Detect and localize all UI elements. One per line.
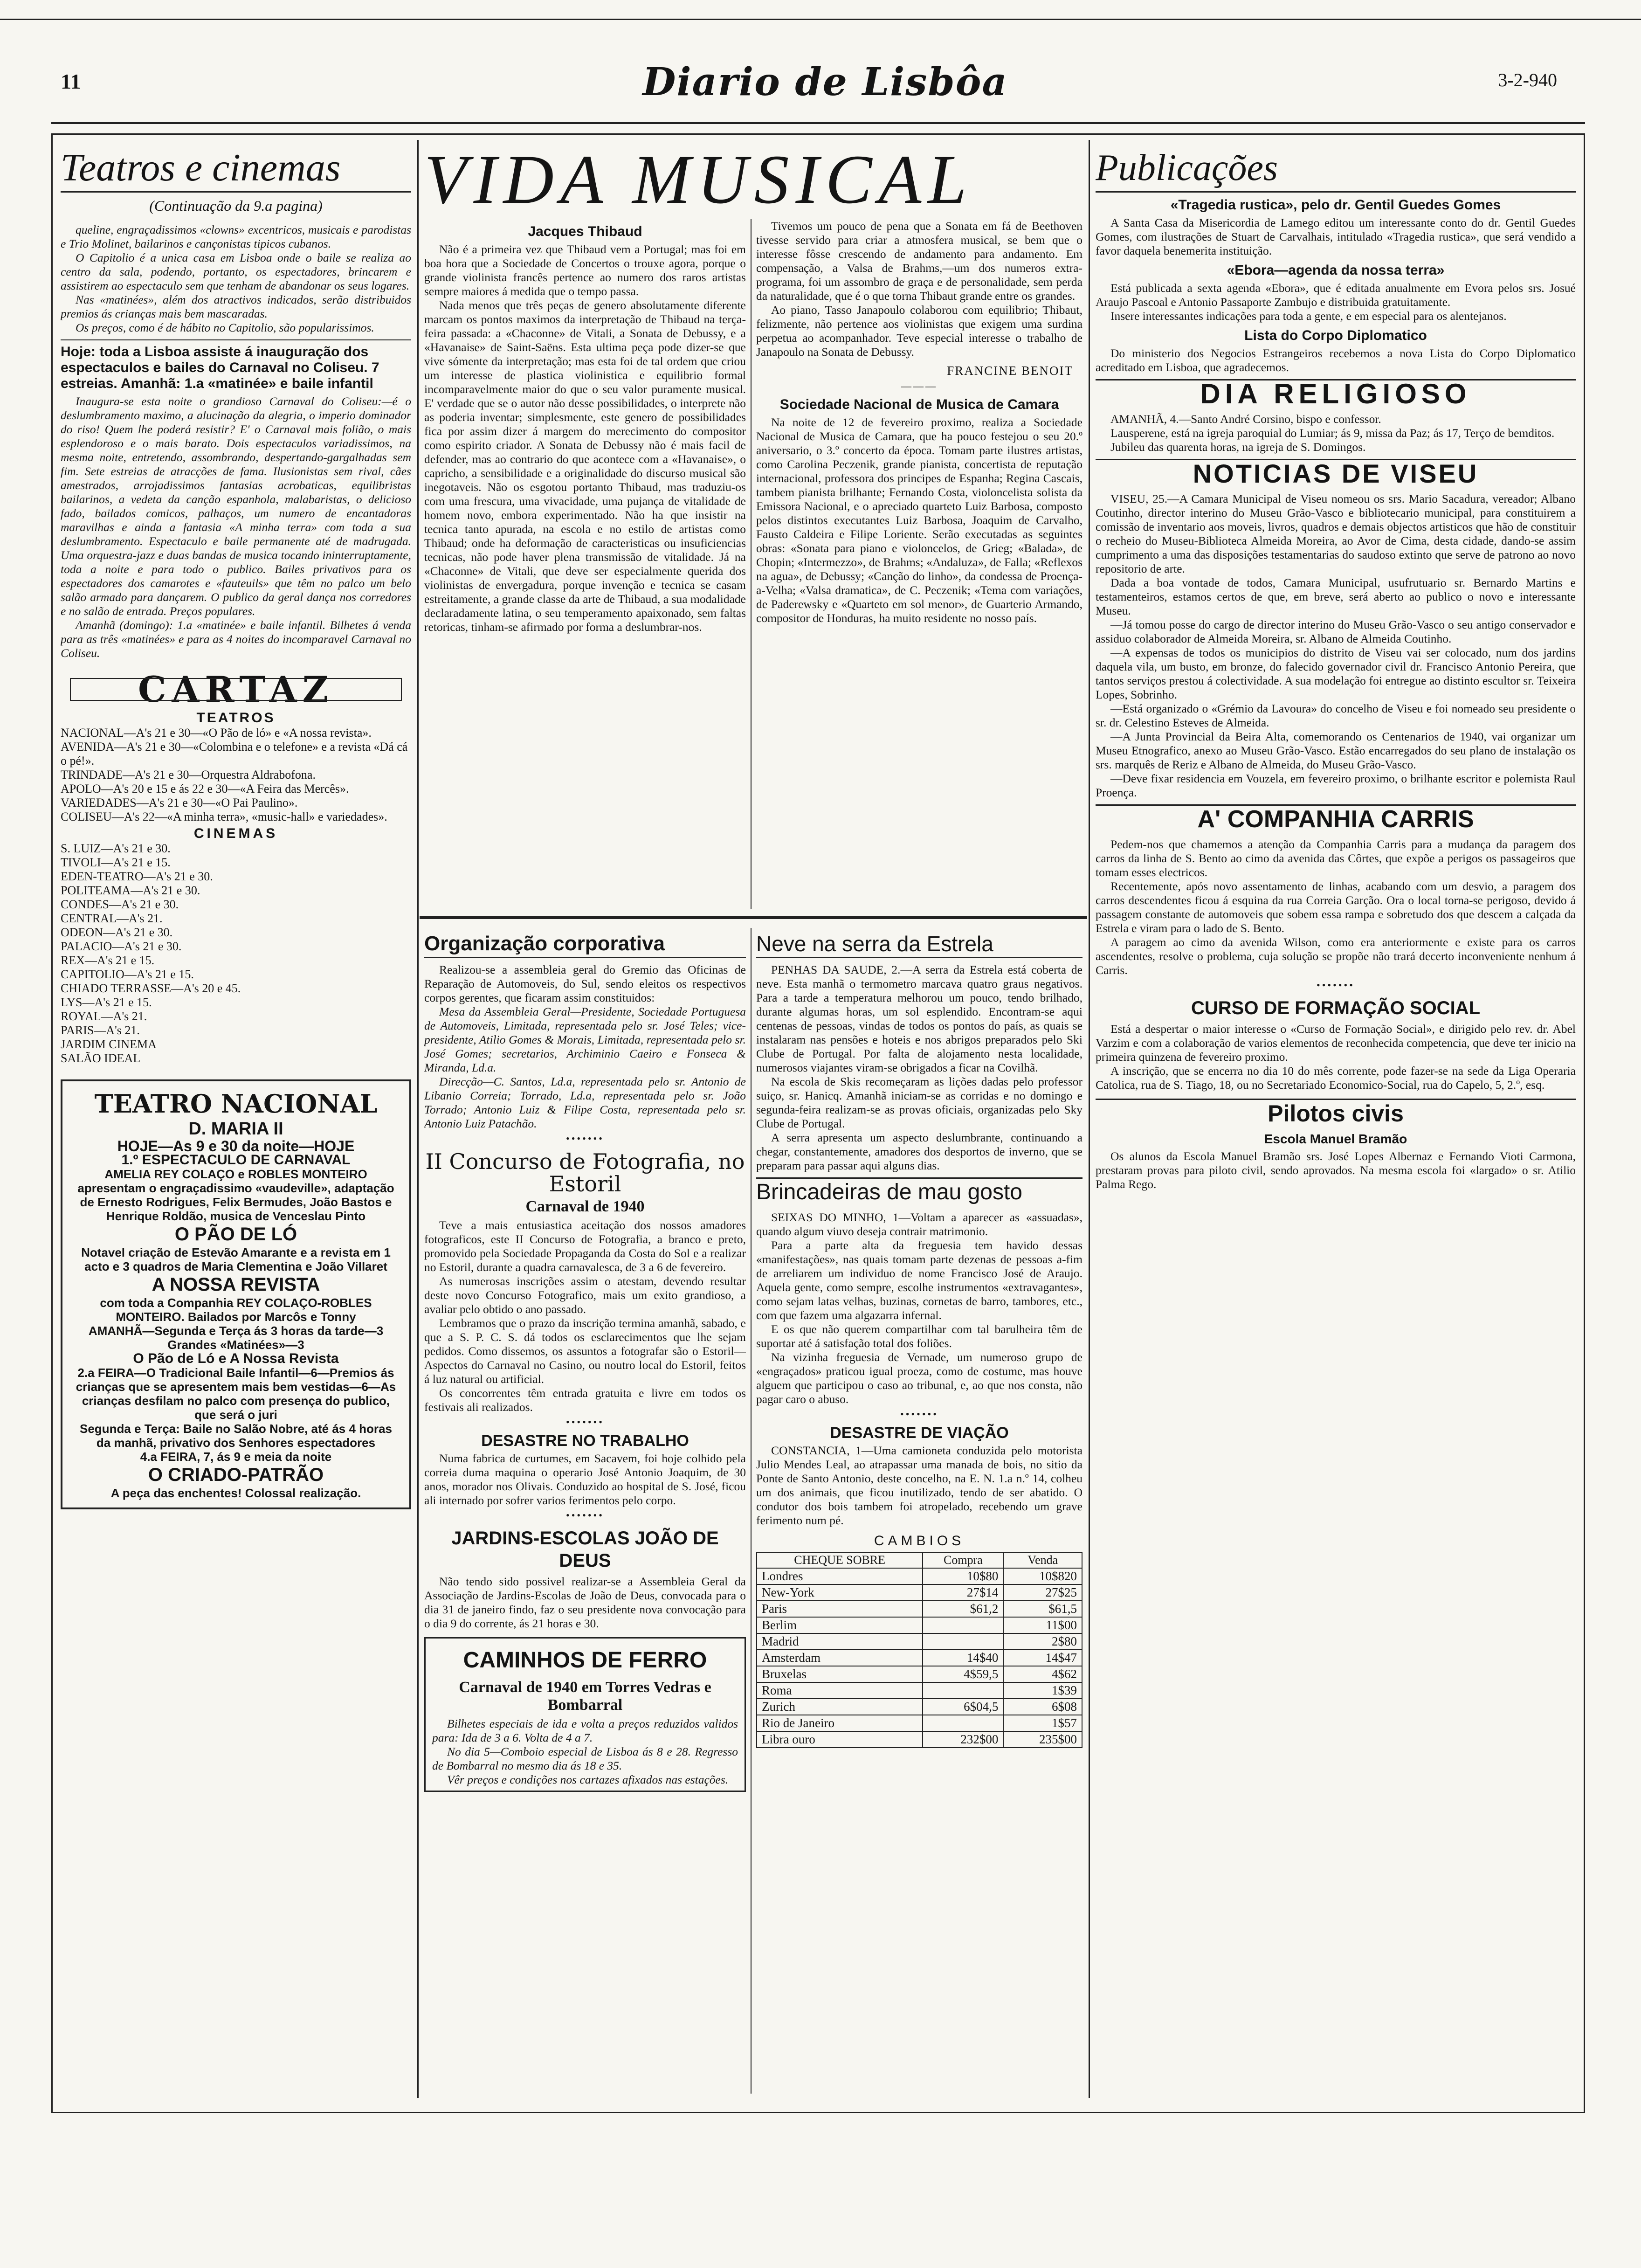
paragraph: Mesa da Assembleia Geral—Presidente, Sociedade Portuguesa de Automoveis, Limitada, representada pelo sr. José Teles; vice-presidente, Atilio Gomes & Morais, Limitada, representada pelo sr. José Gomes; secretarios, Archiminio Caeiro e Fonseca & Miranda, Ld.a. [424,1005,746,1074]
compra-cell [923,1682,1003,1699]
venda-cell: 1$57 [1003,1715,1082,1731]
venda-cell: $61,5 [1003,1601,1082,1617]
listing: PALACIO—A's 21 e 30. [61,940,182,953]
paragraph: Nada menos que três peças de genero absolutamente diferente marcam os pontos maximos da interpretação de Thibaud na terça-feira passada: a «Chaconne» de Vitali, a Sonata de Debussy, e a «Havanaise» de Saint-Saëns. Esta ultima peça pode dizer-se que vive sómente da interpretação; mas esta foi de tal ordem que criou um interesse de plastica violinistica e equilibrio formal incomparavelmente maior do que o seu valor puramente musical. E' verdade que se o autor não desse possibilidades, o interprete não as poderia inventar; simplesmente, este genero de possibilidades fica por assim dizer á margem do merecimento do compositor como espirito criador. A Sonata de Debussy não é mais facil de defender, mas ao contrario do que acontece com a «Havanaise», o capricho, a sensibilidade e a originalidade do discurso musical são inegotaveis. Não os esgotou portanto Thibaud, mas traduziu-os com uma frescura, uma vivacidade, uma pujança de vitalidade de homem novo, embora experimentado. Não ha que insistir na tecnica tanto apurada, na escola e no estilo de artistas como Thibaud; onde ha deformação de caracteristicas ou insuficiencias tecnicas, não pode haver plena transmissão de vitalidade. Já na «Chaconne» de Vitali, que deve ser especialmente querida dos violinistas de envergadura, porque invenção e tecnica se casam estreitamente, a grande classe da arte de Thibaud, a sua modalidade declaradamente latina, o seu temperamento apaixonado, sem faltas retoricas, tinham-se afirmado por forma a deslumbrar-nos. [424,298,746,634]
continuation-note: (Continuação da 9.a pagina) [149,197,323,214]
column-divider [417,140,419,2098]
article-headline: Pilotos civis [1096,1099,1576,1127]
compra-cell: 14$40 [923,1650,1003,1666]
paragraph: Não é a primeira vez que Thibaud vem a Portugal; mas foi em boa hora que a Sociedade de Concertos o trouxe agora, porque o grande violinista francês pertence ao numero dos raros artistas sempre maiores á medida que o tempo passa. [424,242,746,298]
currency-cell: Rio de Janeiro [757,1715,923,1731]
venda-cell: 4$62 [1003,1666,1082,1682]
separator: ••••••• [900,1408,938,1420]
middle-left-column [424,926,746,2096]
paragraph: Numa fabrica de curtumes, em Sacavem, foi hoje colhido pela correia duma maquina o operario José Antonio Joaquim, de 30 anos, morador nos Olivais. Conduzido ao hospital de S. José, ficou ali internado por sofrer varios ferimentos pelo corpo. [424,1452,746,1507]
compra-cell [923,1633,1003,1650]
article-subheadline: Carnaval de 1940 [525,1198,645,1215]
teatros-column [61,140,411,2098]
article-headline: «Tragedia rustica», pelo dr. Gentil Guedes Gomes [1170,197,1501,213]
listing: S. LUIZ—A's 21 e 30. [61,842,171,855]
ad-line: AMANHÃ—Segunda e Terça ás 3 horas da tarde—3 Grandes «Matinées»—3 [88,1324,384,1352]
article-headline: «Ebora—agenda da nossa terra» [1227,263,1445,278]
paragraph: Teve a mais entusiastica aceitação dos nossos amadores fotograficos, este II Concurso de Fotografia, a branco e preto, promovido pela Sociedade Propaganda da Costa do Sol e a realizar no Estoril, durante a quadra carnavalesca, de 3 a 6 de fevereiro. [424,1218,746,1274]
teatros-subheading: TEATROS [196,710,276,726]
ad-line: A peça das enchentes! Colossal realização. [110,1486,361,1500]
paragraph: Recentemente, após novo assentamento de linhas, acabando com um desvio, a paragem dos carros descendentes ficou á esquina da rua Correia Garção. Ora o local torna-se perigoso, devido á passagem constante de automoveis que sobem essa rampa e sobretudo dos que descem a calçada da Estrela e viram para o lado de S. Bento. [1096,879,1576,935]
listing: VARIEDADES—A's 21 e 30—«O Pai Paulino». [61,796,298,809]
ad-line: 2.a FEIRA—O Tradicional Baile Infantil—6—Premios ás crianças que se apresentem mais bem vestidas—6—As crianças desfilam no palco com presença do publico, que será o juri [76,1366,396,1422]
vida-musical-right [756,219,1083,914]
paragraph: A paragem ao cimo da avenida Wilson, como era anteriormente e existe para os carros ascendentes, resolve o problema, cuja solução se propõe não trará decerto inconveniente nenhum á Carris. [1096,935,1576,977]
currency-cell: Berlim [757,1617,923,1633]
paragraph: VISEU, 25.—A Camara Municipal de Viseu nomeou os srs. Mario Sacadura, vereador; Albano Coutinho, director interino do Museu Grão-Vasco e bibliotecario municipal, para constituirem a comissão de inventario aos moveis, livros, quadros e demais objectos artisticos que hão de constituir o recheio do Museu-Biblioteca Almeida Moreira, ao Avor de Cima, desta cidade, dando-se assim cumprimento a uma das disposições testamentarias do saudoso extinto que serve de patrono ao novo repositorio de arte. [1096,492,1576,575]
paragraph: Direcção—C. Santos, Ld.a, representada pelo sr. Antonio de Libanio Correia; Torrado, Ld.a, representada pelo sr. João Torrado; Antonio Luiz & Filipe Costa, representada pelo sr. Antonio Luiz Patachão. [424,1075,746,1130]
paragraph: O Capitolio é a unica casa em Lisboa onde o baile se realiza ao centro da sala, podendo, portanto, os espectadores, brincarem e assistirem ao espectaculo sem que tenham de abandonar os seus logares. [61,251,411,292]
venda-cell: 11$00 [1003,1617,1082,1633]
article-headline: Neve na serra da Estrela [756,930,1083,958]
paragraph: Os concorrentes têm entrada gratuita e livre em todos os festivais ali realizados. [424,1386,746,1414]
page-number: 11 [61,69,81,93]
middle-right-column [756,926,1083,2096]
paragraph: E os que não querem compartilhar com tal barulheira têm de suportar até á satisfação total dos foliões. [756,1322,1083,1350]
paragraph: Inaugura-se esta noite o grandioso Carnaval do Coliseu:—é o deslumbramento maximo, a alucinação da alegria, o imperio dominador do riso! Quem lhe poderá resistir? E' o Carnaval mais folião, o mais esplendoroso e o mais barato. Dois espectaculos variadissimos, na mesma noite, entretendo, assombrando, despertando-gargalhadas sem fim. Sete estreias de atracções de fama. Ilusionistas sem rival, cães amestrados, arrojadissimos fantasias acrobaticas, equilibristas bailarinos, a vedeta da canção espanhola, malabaristas, o delicioso fado, bailados comicos, palhaços, um numero de encantadoras maravilhas e ainda a fantasia «A minha terra» com toda a sua deslumbramento. Espectaculo e baile permanente até de madrugada. Uma orquestra-jazz e duas bandas de musica tocando ininterruptamente, toda a noite e para todo o publico. Bailes privativos para os espectadores dos camarotes e «fauteuils» que têm no palco um belo salão armado para dançarem. O publico da geral dança nos corredores e no salão de entrada. Preços populares. [61,394,411,618]
listing: POLITEAMA—A's 21 e 30. [61,884,200,897]
listing: REX—A's 21 e 15. [61,954,155,967]
article-headline: JARDINS-ESCOLAS JOÃO DE DEUS [451,1528,719,1571]
paragraph: Na vizinha freguesia de Vernade, um numeroso grupo de «engraçados» praticou igual proeza, como de costume, mas houve alguem que participou o caso ao tribunal, e, ao que nos consta, não pagar caro o abuso. [756,1350,1083,1406]
compra-cell: 6$04,5 [923,1699,1003,1715]
venda-cell: 1$39 [1003,1682,1082,1699]
vida-musical-left [424,219,746,914]
listing: SALÃO IDEAL [61,1051,141,1065]
paragraph: Está a despertar o maior interesse o «Curso de Formação Social», e dirigido pelo rev. dr. Abel Varzim e com a colaboração de varios elementos de reconhecida competencia, que deve ter inicio na primeira quinzena de fevereiro proximo. [1096,1022,1576,1064]
paragraph: Não tendo sido possivel realizar-se a Assembleia Geral da Associação de Jardins-Escolas de João de Deus, convocada para o dia 31 de janeiro findo, faz o seu presidente nova convocação para o dia 9 do corrente, ás 21 horas e 30. [424,1575,746,1630]
vida-musical-heading [424,140,1086,219]
venda-cell: 2$80 [1003,1633,1082,1650]
ad-line: 1.º ESPECTACULO DE CARNAVAL [121,1152,351,1168]
paragraph: Na noite de 12 de fevereiro proximo, realiza a Sociedade Nacional de Musica de Camara, que ha pouco festejou o seu 20.º aniversario, o 3.º concerto da época. Tomam parte ilustres artistas, como Carolina Peczenik, grande pianista, concertista de reputação internacional, professora dos principes de Espanha; Regina Cascais, tambem pianista brilhante; Fernando Costa, violoncelista solista da Emissora Nacional, e o apreciado quarteto Luiz Barbosa, composto pelos distintos executantes Luiz Barbosa, Joaquim de Carvalho, Fausto Caldeira e Filipe Loriente. Serão executadas as seguintes obras: «Sonata para piano e violoncelos, de Grieg; «Balada», de Chopin; «Intermezzo», de Brahms; «Andaluza», de Falla; «Reflexos na agua», de Debussy; «Canção do linho», da condessa de Proença-a-Velha; «Valsa dramatica», de C. Peczenik; «Tema com variações, de Paderewsky e «Quarteto em sol menor», de Guarterio Armando, compositor de Honduras, ha muito residente no nosso país. [756,415,1083,625]
cartaz-heading: CARTAZ [61,669,411,710]
ad-line: O PÃO DE LÓ [174,1224,297,1245]
venda-cell: 235$00 [1003,1731,1082,1748]
listing: EDEN-TEATRO—A's 21 e 30. [61,870,213,883]
listing: COLISEU—A's 22—«A minha terra», «music-hall» e variedades». [61,810,387,823]
ad-line: Notavel criação de Estevão Amarante e a revista em 1 acto e 3 quadros de Maria Clementina e João Villaret [81,1245,391,1273]
article-headline: CURSO DE FORMAÇÃO SOCIAL [1191,998,1480,1018]
paragraph: —Já tomou posse do cargo de director interino do Museu Grão-Vasco o seu antigo conservador e assiduo colaborador de Almeida Moreira, sr. Albano de Almeida Coutinho. [1096,618,1576,645]
table-row [757,1568,1082,1584]
cinemas-subheading: CINEMAS [193,826,278,841]
currency-cell: Madrid [757,1633,923,1650]
listing: CENTRAL—A's 21. [61,912,163,925]
listing: AVENIDA—A's 21 e 30—«Colombina e o telefone» e a revista «Dá cá o pé!». [61,740,408,768]
compra-cell: 232$00 [923,1731,1003,1748]
paragraph: Realizou-se a assembleia geral do Gremio das Oficinas de Reparação de Automoveis, do Sul, sendo eleitos os respectivos corpos gerentes, que ficaram assim constituidos: [424,963,746,1004]
venda-cell: 10$820 [1003,1568,1082,1584]
paragraph: CONSTANCIA, 1—Uma camioneta conduzida pelo motorista Julio Mendes Leal, ao atrapassar uma manada de bois, no sitio da Ponte de Santo Antonio, deste concelho, na E. N. 1.a n.º 14, colheu um dos animais, que ficou inutilizado, tendo de ser abatido. O condutor dos bois tambem foi atropelado, recebendo um grave ferimento num pé. [756,1444,1083,1527]
paragraph: Lausperene, está na igreja paroquial do Lumiar; ás 9, missa da Paz; ás 17, Terço de bemditos. [1110,426,1555,440]
paragraph: Bilhetes especiais de ida e volta a preços reduzidos validos para: Ida de 3 a 6. Volta de 4 a 7. [432,1717,738,1744]
paragraph: Jubileu das quarenta horas, na igreja de S. Domingos. [1110,440,1366,454]
paragraph: Dada a boa vontade de todos, Camara Municipal, usufrutuario sr. Bernardo Martins e testamenteiros, estamos certos de que, em breve, será aberto ao publico o novo e interessante Museu. [1096,576,1576,617]
paragraph: Nas «matinées», além dos atractivos indicados, serão distribuidos premios ás crianças mais bem mascaradas. [61,293,411,320]
paragraph: —A Junta Provincial da Beira Alta, comemorando os Centenarios de 1940, vai organizar um Museu Etnografico, anexo ao Museu Grão-Vasco. Estão encarregados do seu plano de instalação os srs. marquês de Reriz e Albano de Almeida, do Museu Grão-Vasco. [1096,730,1576,771]
article-headline: NOTICIAS DE VISEU [1096,459,1576,487]
paragraph: queline, engraçadissimos «clowns» excentricos, musicais e parodistas e Trio Molinet, bailarinos e cançonistas tipicos cubanos. [61,223,411,250]
table-row [757,1601,1082,1617]
top-rule [0,19,1641,20]
ad-line: AMELIA REY COLAÇO e ROBLES MONTEIRO apresentam o engraçadissimo «vaudeville», adaptação de Ernesto Rodrigues, Felix Bermudes, João Bastos e Henrique Roldão, musica de Venceslau Pinto [77,1167,394,1223]
cambios-title: CAMBIOS [874,1533,965,1549]
article-headline: Jacques Thibaud [528,224,642,239]
paragraph: A serra apresenta um aspecto deslumbrante, continuando a chegar, constantemente, amadores dos desportos de inverno, que se preparam para passar aqui alguns dias. [756,1131,1083,1172]
currency-cell: Bruxelas [757,1666,923,1682]
article-headline: A' COMPANHIA CARRIS [1096,804,1576,833]
paragraph: Pedem-nos que chamemos a atenção da Companhia Carris para a mudança da paragem dos carros da linha de S. Bento ao cimo da avenida das Côrtes, que expõe a perigos os passageiros que tomam esses electricos. [1096,837,1576,879]
currency-cell: Libra ouro [757,1731,923,1748]
paragraph: No dia 5—Comboio especial de Lisboa ás 8 e 28. Regresso de Bombarral no mesmo dia ás 18 e 35. [432,1745,738,1772]
paragraph: Vêr preços e condições nos cartazes afixados nas estações. [447,1773,729,1786]
listing: NACIONAL—A's 21 e 30—«O Pão de ló» e «A nossa revista». [61,726,372,740]
listing: ROYAL—A's 21. [61,1010,147,1023]
compra-cell [923,1617,1003,1633]
author-signature: FRANCINE BENOIT [947,364,1073,378]
ad-line: D. MARIA II [188,1119,283,1139]
compra-cell: $61,2 [923,1601,1003,1617]
paragraph: Está publicada a sexta agenda «Ebora», que é editada anualmente em Evora pelos srs. Josué Araujo Pascoal e Antonio Passaporte Zambujo e distribuida gratuitamente. [1096,281,1576,309]
currency-cell: Paris [757,1601,923,1617]
column-header: CHEQUE SOBRE [757,1552,923,1568]
ad-line: Segunda e Terça: Baile no Salão Nobre, até ás 4 horas da manhã, privativo dos Senhores espectadores [80,1422,392,1450]
article-headline: Sociedade Nacional de Musica de Camara [779,397,1059,412]
ad-line: O CRIADO-PATRÃO [148,1465,324,1485]
paragraph: A Santa Casa da Misericordia de Lamego editou um interessante conto do dr. Gentil Guedes Gomes, com ilustrações de Stuart de Carvalhais, intitulado «Tragedia rustica», que será vendido a favor daquela benemerita instituição. [1096,216,1576,257]
column-divider [751,928,752,2094]
compra-cell: 4$59,5 [923,1666,1003,1682]
table-row [757,1617,1082,1633]
article-headline: CAMINHOS DE FERRO [463,1648,707,1673]
table-row [757,1650,1082,1666]
paragraph: PENHAS DA SAUDE, 2.—A serra da Estrela está coberta de neve. Esta manhã o termometro marcava quatro graus negativos. Para a tarde a temperatura melhorou um pouco, tendo brilhado, durante algumas horas, um sol esplendido. Encontram-se aqui centenas de pessoas, vindas de todos os pontos do país, as quais se instalaram nas pensões e hoteis e nos abrigos preparados pelo Ski Clube de Portugal. Por falta de alojamento nesta localidade, numerosos viajantes viram-se obrigados a ficar na Covilhã. [756,963,1083,1074]
paragraph: Tivemos um pouco de pena que a Sonata em fá de Beethoven tivesse servido para criar a atmosfera musical, se bem que o interesse fôsse crescendo de andamento para andamento. Em compensação, a Valsa de Brahms,—um dos numeros extra-programa, foi um assombro de graça e de personalidade, sem perda da naturalidade, que é o que torna Thibaut grande entre os grandes. [756,219,1083,303]
masthead-rule [51,122,1585,124]
issue-date: 3-2-940 [1498,69,1557,90]
table-row [757,1666,1082,1682]
caminhos-box [424,1637,746,1792]
paragraph: Os preços, como é de hábito no Capitolio, são popularissimos. [76,321,374,334]
masthead: Diario de Lisbôa [642,60,1008,104]
paragraph: Amanhã (domingo): 1.a «matinée» e baile infantil. Bilhetes á venda para as três «matinées» e para as 4 noites do incomparavel Carnaval no Coliseu. [61,618,411,660]
teatro-nacional-ad [61,1079,411,1509]
table-row [757,1584,1082,1601]
listing: CONDES—A's 21 e 30. [61,898,179,911]
currency-cell: Amsterdam [757,1650,923,1666]
listing: CHIADO TERRASSE—A's 20 e 45. [61,982,241,995]
paragraph: —A expensas de todos os municipios do distrito de Viseu vai ser colocado, num dos jardins daquela vila, um busto, em bronze, do falecido governador civil dr. Francisco Antonio Pereira, que tantos serviços prestou á colectividade. A sua modelação foi entregue ao distinto escultor sr. Teixeira Lopes, Sobrinho. [1096,646,1576,701]
paragraph: Na escola de Skis recomeçaram as lições dadas pelo professor suiço, sr. Hanicq. Amanhã iniciam-se as corridas e no domingo e segunda-feira realizam-se as provas oficiais, organizadas pelo Sky Clube de Portugal. [756,1075,1083,1130]
column-divider [1089,140,1090,2098]
ad-line: O Pão de Ló e A Nossa Revista [133,1351,339,1366]
article-subheadline: Escola Manuel Bramão [1264,1132,1407,1146]
listing: PARIS—A's 21. [61,1023,140,1037]
section-title: VIDA MUSICAL [424,141,973,218]
table-row [757,1699,1082,1715]
paragraph: AMANHÃ, 4.—Santo André Corsino, bispo e confessor. [1110,412,1381,426]
article-headline: Brincadeiras de mau gosto [756,1177,1083,1206]
article-headline: Lista do Corpo Diplomatico [1244,328,1427,343]
paragraph: Lembramos que o prazo da inscrição termina amanhã, sabado, e que a S. P. C. S. dá todos os esclarecimentos que lhe sejam pedidos. Como dissemos, os assuntos a fotografar são o Estoril—Aspectos do Carnaval no Casino, ou noutro local do Estoril, feitos á luz natural ou artificial. [424,1316,746,1386]
listing: LYS—A's 21 e 15. [61,996,152,1009]
listing: TRINDADE—A's 21 e 30—Orquestra Aldrabofona. [61,768,316,781]
ad-title: TEATRO NACIONAL [94,1089,378,1119]
separator: ••••••• [566,1416,604,1428]
compra-cell [923,1715,1003,1731]
paragraph: —Deve fixar residencia em Vouzela, em fevereiro proximo, o brilhante escritor e polemista Raul Proença. [1096,772,1576,799]
paragraph: Insere interessantes indicações para toda a gente, e em especial para os alentejanos. [1110,309,1507,323]
ad-line: 4.a FEIRA, 7, ás 9 e meia da noite [140,1450,332,1464]
ad-line: com toda a Companhia REY COLAÇO-ROBLES MONTEIRO. Bailados por Marcôs e Tonny [100,1296,372,1324]
cambios-table [756,1552,1083,1748]
section-title: Publicações [1096,145,1576,193]
ad-line: HOJE—As 9 e 30 da noite—HOJE [117,1138,355,1155]
separator: ••••••• [1317,979,1355,991]
paragraph: Ao piano, Tasso Janapoulo colaborou com equilibrio; Thibaut, felizmente, não pertence aos violinistas que exigem uma surdina perpetua ao acompanhador. Teve especial interesse o trabalho de Janapoulo na Sonata de Debussy. [756,303,1083,359]
listing: ODEON—A's 21 e 30. [61,926,173,939]
paragraph: —Está organizado o «Grémio da Lavoura» do concelho de Viseu e foi nomeado seu presidente o sr. dr. Celestino Esteves de Almeida. [1096,702,1576,729]
venda-cell: 6$08 [1003,1699,1082,1715]
listing: APOLO—A's 20 e 15 e ás 22 e 30—«A Feira das Mercês». [61,782,349,795]
table-row [757,1682,1082,1699]
paragraph: Os alunos da Escola Manuel Bramão srs. José Lopes Albernaz e Fernando Vioti Carmona, prestaram provas para piloto civil, sendo aprovados. Na mesma escola foi «largado» o sr. Atilio Palma Rego. [1096,1149,1576,1191]
column-divider [751,219,752,909]
article-headline: DESASTRE DE VIAÇÃO [830,1424,1009,1442]
compra-cell: 10$80 [923,1568,1003,1584]
venda-cell: 14$47 [1003,1650,1082,1666]
paragraph: Do ministerio dos Negocios Estrangeiros recebemos a nova Lista do Corpo Diplomatico acreditado em Lisboa, que agradecemos. [1096,346,1576,374]
section-title: Teatros e cinemas [61,145,411,193]
currency-cell: Londres [757,1568,923,1584]
publicacoes-column [1096,140,1576,2098]
separator: ——— [901,380,938,392]
separator: ••••••• [566,1509,604,1521]
table-row [757,1715,1082,1731]
compra-cell: 27$14 [923,1584,1003,1601]
currency-cell: Roma [757,1682,923,1699]
venda-cell: 27$25 [1003,1584,1082,1601]
listing: CAPITOLIO—A's 21 e 15. [61,968,194,981]
ad-line: A NOSSA REVISTA [152,1274,320,1295]
section-rule [420,916,1087,919]
column-header: Venda [1003,1552,1082,1568]
article-headline: Organização corporativa [424,930,746,958]
separator: ••••••• [566,1133,604,1144]
table-row [757,1731,1082,1748]
column-header: Compra [923,1552,1003,1568]
article-headline: DIA RELIGIOSO [1096,379,1576,408]
article-headline: DESASTRE NO TRABALHO [481,1432,689,1450]
currency-cell: Zurich [757,1699,923,1715]
currency-cell: New-York [757,1584,923,1601]
listing: TIVOLI—A's 21 e 15. [61,856,171,869]
paragraph: A inscrição, que se encerra no dia 10 do mês corrente, pode fazer-se na sede da Liga Operaria Catolica, rua de S. Tiago, 18, ou no Secretariado Economico-Social, rua do Capelo, 5, 2.º, esq. [1096,1064,1576,1092]
article-headline: Hoje: toda a Lisboa assiste á inauguração dos espectaculos e bailes do Carnaval no Coliseu. 7 estreias. Amanhã: 1.a «matinée» e baile infantil [61,339,411,392]
table-row [757,1633,1082,1650]
paragraph: Para a parte alta da freguesia tem havido dessas «manifestações», nas quais tomam parte dezenas de pessoas a-fim de arreliarem um individuo de nome Francisco José de Araujo. Aquela gente, como sempre, escolhe instrumentos «extravagantes», como sejam latas velhas, buzinas, cornetas de barro, tambores, etc., com que fazem uma algazarra infernal. [756,1238,1083,1322]
article-headline: II Concurso de Fotografia, no Estoril [425,1149,745,1196]
paragraph: SEIXAS DO MINHO, 1—Voltam a aparecer as «assuadas», quando algum viuvo deseja contrair matrimonio. [756,1210,1083,1238]
article-subheadline: Carnaval de 1940 em Torres Vedras e Bombarral [459,1679,711,1714]
paragraph: As numerosas inscrições assim o atestam, devendo resultar deste novo Concurso Fotografico, mais um exito grandioso, a avaliar pelo obtido o ano passado. [424,1274,746,1316]
listing: JARDIM CINEMA [61,1037,157,1051]
